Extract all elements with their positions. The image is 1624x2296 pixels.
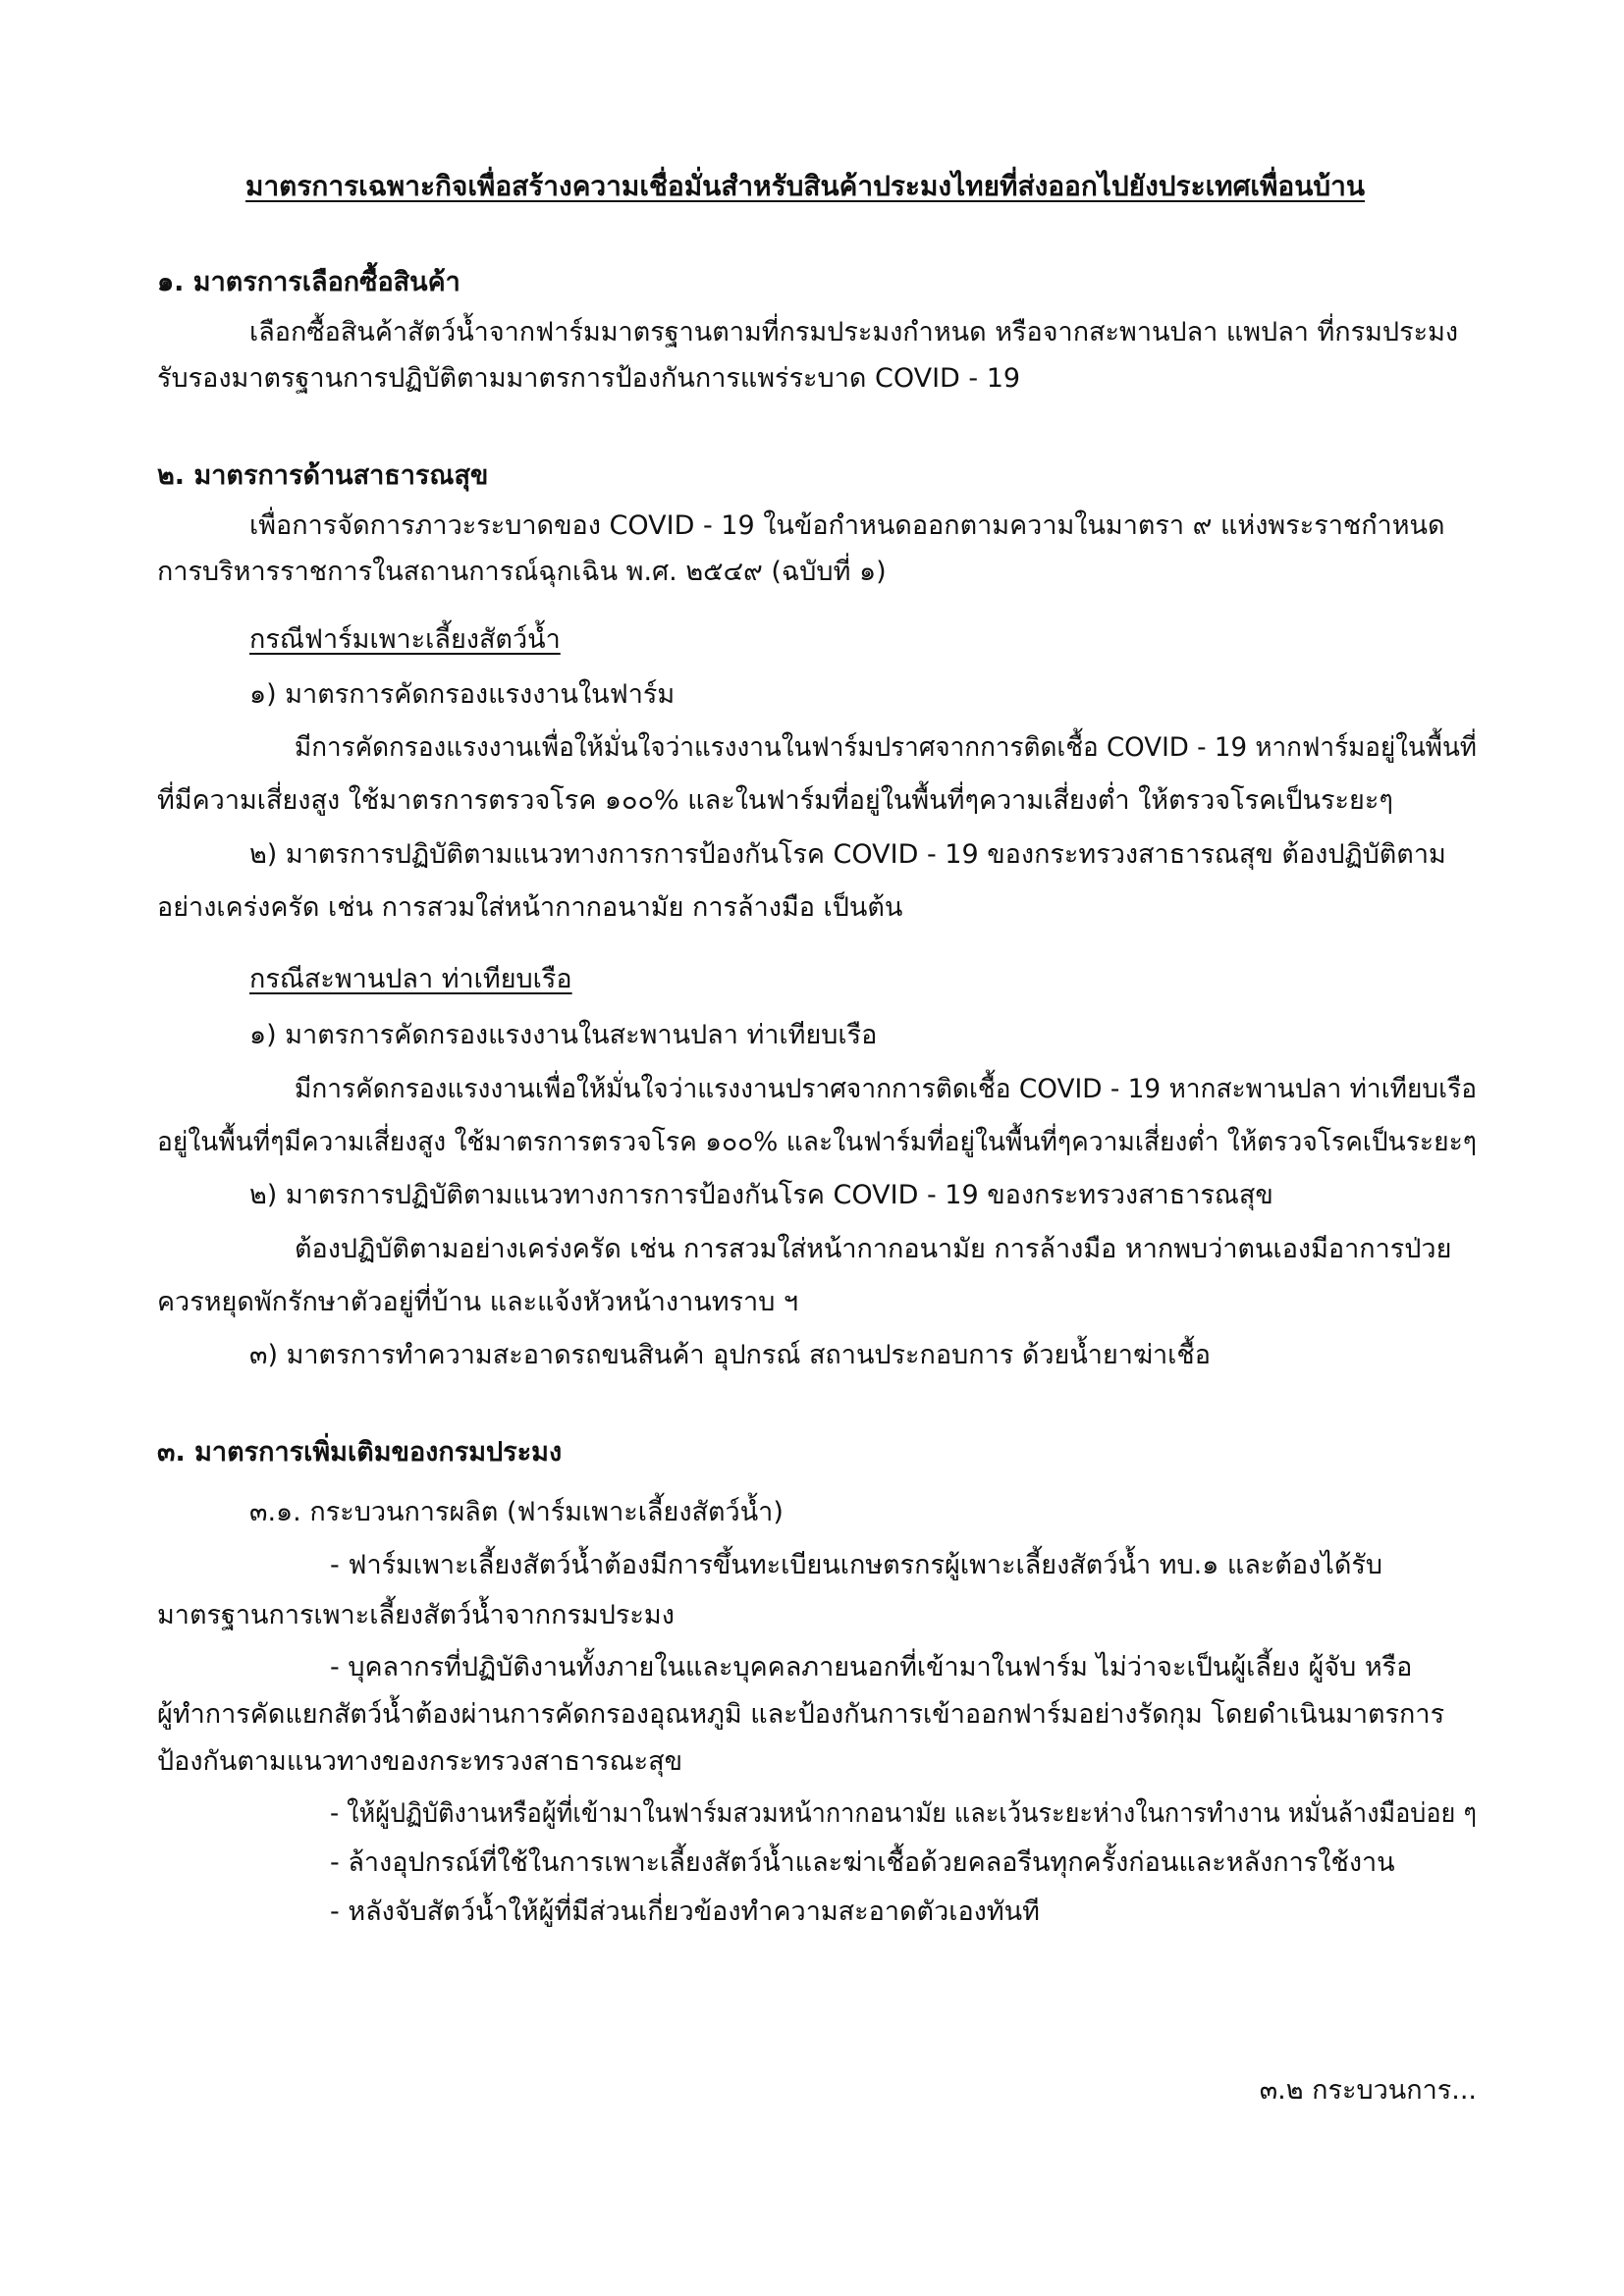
pier-item-2-text-line-2: ควรหยุดพักรักษาตัวอยู่ที่บ้าน และแจ้งหัวหน้างานทราบ ฯ	[157, 1287, 799, 1317]
s3-bullet-2-line-2: ผู้ทำการคัดแยกสัตว์น้ำต้องผ่านการคัดกรองอุณหภูมิ และป้องกันการเข้าออกฟาร์มอย่างรัดกุม โดยดำเนินมาตรการ	[157, 1699, 1445, 1730]
section-3-heading: ๓. มาตรการเพิ่มเติมของกรมประมง	[157, 1437, 563, 1468]
s3-dash-item-1: - ให้ผู้ปฏิบัติงานหรือผู้ที่เข้ามาในฟาร์มสวมหน้ากากอนามัย และเว้นระยะห่างในการทำงาน หมั่นล้างมือบ่อย ๆ	[330, 1798, 1477, 1829]
section-2-intro-line-1: เพื่อการจัดการภาวะระบาดของ COVID - 19 ในข้อกำหนดออกตามความในมาตรา ๙ แห่งพระราชกำหนด	[249, 510, 1445, 541]
farm-item-1: ๑) มาตรการคัดกรองแรงงานในฟาร์ม	[249, 679, 676, 710]
pier-item-2: ๒) มาตรการปฏิบัติตามแนวทางการการป้องกันโรค COVID - 19 ของกระทรวงสาธารณสุข	[249, 1180, 1273, 1210]
section-1-heading: ๑. มาตรการเลือกซื้อสินค้า	[157, 267, 460, 297]
section-2-heading: ๒. มาตรการด้านสาธารณสุข	[157, 460, 489, 491]
s3-bullet-1-line-1: - ฟาร์มเพาะเลี้ยงสัตว์น้ำต้องมีการขึ้นทะเบียนเกษตรกรผู้เพาะเลี้ยงสัตว์น้ำ ทบ.๑ และต้องได้รับ	[330, 1550, 1383, 1580]
s3-dash-item-2: - ล้างอุปกรณ์ที่ใช้ในการเพาะเลี้ยงสัตว์น้ำและฆ่าเชื้อด้วยคลอรีนทุกครั้งก่อนและหลังการใช้งาน	[330, 1847, 1395, 1878]
section-3-1-subheading: ๓.๑. กระบวนการผลิต (ฟาร์มเพาะเลี้ยงสัตว์น้ำ)	[249, 1497, 784, 1527]
pier-item-1-text-line-1: มีการคัดกรองแรงงานเพื่อให้มั่นใจว่าแรงงานปราศจากการติดเชื้อ COVID - 19 หากสะพานปลา ท่าเทียบเรือ	[295, 1074, 1477, 1104]
farm-item-1-text-line-2: ที่มีความเสี่ยงสูง ใช้มาตรการตรวจโรค ๑๐๐% และในฟาร์มที่อยู่ในพื้นที่ๆความเสี่ยงต่ำ ให้ตรวจโรคเป็นระยะๆ	[157, 785, 1393, 816]
s3-bullet-2-line-3: ป้องกันตามแนวทางของกระทรวงสาธารณะสุข	[157, 1746, 683, 1777]
page-title: มาตรการเฉพาะกิจเพื่อสร้างความเชื่อมั่นสำหรับสินค้าประมงไทยที่ส่งออกไปยังประเทศเพื่อนบ้าน	[245, 170, 1366, 202]
section-1-paragraph-line-1: เลือกซื้อสินค้าสัตว์น้ำจากฟาร์มมาตรฐานตามที่กรมประมงกำหนด หรือจากสะพานปลา แพปลา ที่กรมประมง	[249, 317, 1459, 347]
farm-item-2-line-2: อย่างเคร่งครัด เช่น การสวมใส่หน้ากากอนามัย การล้างมือ เป็นต้น	[157, 892, 903, 923]
pier-item-3: ๓) มาตรการทำความสะอาดรถขนสินค้า อุปกรณ์ สถานประกอบการ ด้วยน้ำยาฆ่าเชื้อ	[249, 1340, 1211, 1370]
s3-dash-item-3: - หลังจับสัตว์น้ำให้ผู้ที่มีส่วนเกี่ยวข้องทำความสะอาดตัวเองทันที	[330, 1896, 1040, 1927]
farm-item-2-line-1: ๒) มาตรการปฏิบัติตามแนวทางการการป้องกันโรค COVID - 19 ของกระทรวงสาธารณสุข ต้องปฏิบัติตาม	[249, 839, 1446, 870]
s3-bullet-2-line-1: - บุคลากรที่ปฏิบัติงานทั้งภายในและบุคคลภายนอกที่เข้ามาในฟาร์ม ไม่ว่าจะเป็นผู้เลี้ยง ผู้จับ หรือ	[330, 1652, 1413, 1682]
farm-item-1-text-line-1: มีการคัดกรองแรงงานเพื่อให้มั่นใจว่าแรงงานในฟาร์มปราศจากการติดเชื้อ COVID - 19 หากฟาร์มอยู่ในพื้นที่	[295, 732, 1477, 763]
s3-bullet-1-line-2: มาตรฐานการเพาะเลี้ยงสัตว์น้ำจากกรมประมง	[157, 1600, 675, 1630]
section-2-intro-line-2: การบริหารราชการในสถานการณ์ฉุกเฉิน พ.ศ. ๒๕๔๙ (ฉบับที่ ๑)	[157, 557, 887, 587]
pier-item-1: ๑) มาตรการคัดกรองแรงงานในสะพานปลา ท่าเทียบเรือ	[249, 1020, 878, 1050]
pier-item-2-text-line-1: ต้องปฏิบัติตามอย่างเคร่งครัด เช่น การสวมใส่หน้ากากอนามัย การล้างมือ หากพบว่าตนเองมีอาการป่วย	[295, 1234, 1452, 1264]
pier-item-1-text-line-2: อยู่ในพื้นที่ๆมีความเสี่ยงสูง ใช้มาตรการตรวจโรค ๑๐๐% และในฟาร์มที่อยู่ในพื้นที่ๆความเสี่ยงต่ำ ให้ตรวจโรคเป็นระยะๆ	[157, 1127, 1477, 1157]
pier-case-subheading: กรณีสะพานปลา ท่าเทียบเรือ	[249, 964, 572, 994]
continuation-footer: ๓.๒ กระบวนการ...	[1259, 2075, 1477, 2106]
section-1-paragraph-line-2: รับรองมาตรฐานการปฏิบัติตามมาตรการป้องกันการแพร่ระบาด COVID - 19	[157, 363, 1021, 394]
farm-case-subheading: กรณีฟาร์มเพาะเลี้ยงสัตว์น้ำ	[249, 624, 561, 655]
